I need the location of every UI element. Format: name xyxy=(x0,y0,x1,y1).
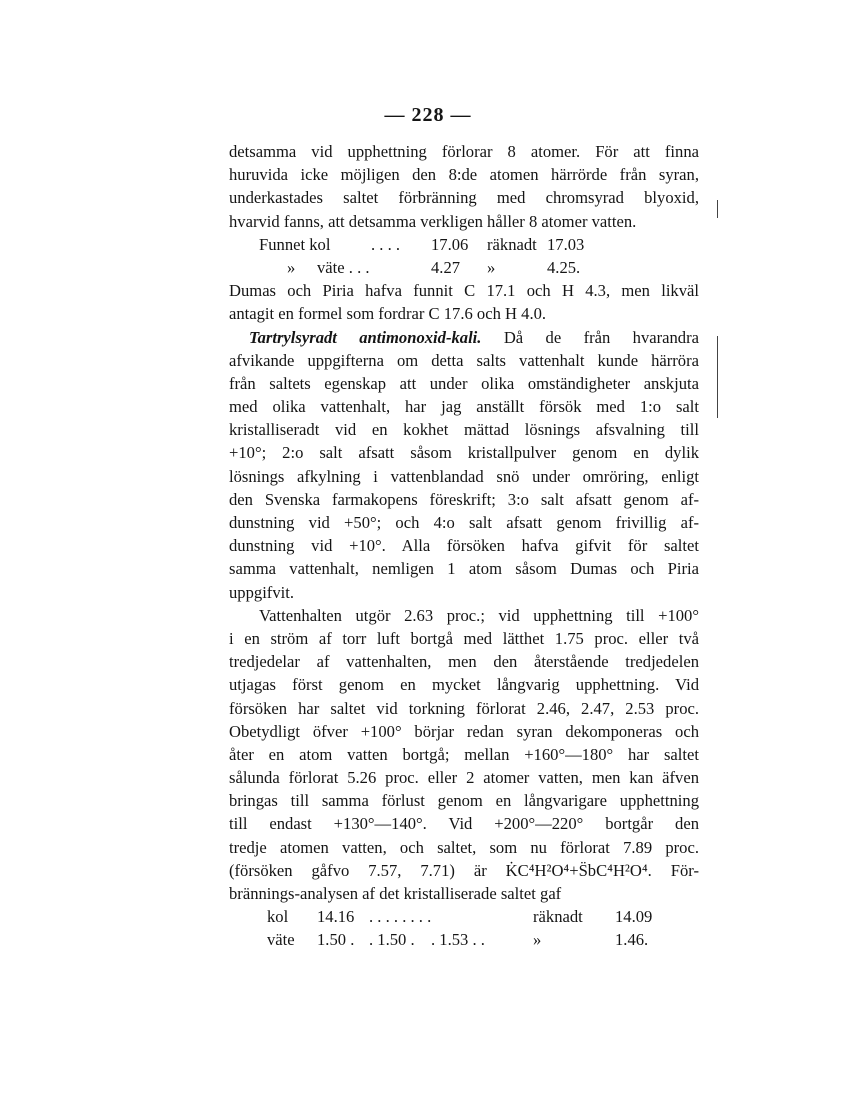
text-line: antagit en formel som fordrar C 17.6 och H 4.0. xyxy=(229,304,547,324)
text-line: sålunda förlorat 5.26 proc. eller 2 atomer vatten, men kan äfven xyxy=(229,768,699,788)
text-line: afvikande uppgifterna om detta salts vattenhalt kunde härröra xyxy=(229,350,699,370)
text-line: detsamma vid upphettning förlorar 8 atomer. För att finna xyxy=(229,142,699,161)
analysis-value: 14.16 xyxy=(317,907,355,927)
text-line: med olika vattenhalt, har jag anställt försök med 1:o salt xyxy=(229,397,699,417)
text-line: från saltets egenskap att under olika omständigheter anskjuta xyxy=(229,373,699,393)
text-line: utjagas först genom en mycket långvarig upphettning. Vid xyxy=(229,675,699,695)
analysis-calc: 14.09 xyxy=(615,907,653,927)
text-line: tredjedelar af vattenhalten, men den återstående tredjedelen xyxy=(229,652,699,672)
text-line: lösnings afkylning i vattenblandad snö under omröring, enligt xyxy=(229,466,699,486)
text-line: Obetydligt öfver +100° börjar redan syran dekomponeras och xyxy=(229,721,699,741)
margin-rule xyxy=(717,200,718,218)
measurement-row xyxy=(229,256,699,279)
text-line: uppgifvit. xyxy=(229,582,294,602)
measure-word: räknadt xyxy=(487,234,537,254)
margin-rule xyxy=(717,336,718,418)
measure-word: » xyxy=(487,257,496,277)
text-line: till endast +130°—140°. Vid +200°—220° bortgår den xyxy=(229,814,699,834)
main-text xyxy=(229,140,699,952)
measure-dots: väte . . . xyxy=(317,257,370,277)
text-line: den Svenska farmakopens föreskrift; 3:o salt afsatt genom af- xyxy=(229,489,699,509)
text-line xyxy=(229,326,699,349)
text-line: kristalliseradt vid en kokhet mättad lösnings afsvalning till xyxy=(229,420,699,440)
analysis-value: . 1.53 . . xyxy=(431,930,485,950)
analysis-word: » xyxy=(533,930,542,950)
measure-value: 4.27 xyxy=(431,257,461,277)
text-line: +10°; 2:o salt afsatt såsom kristallpulver genom en dylik xyxy=(229,443,699,463)
analysis-dots: . . . . . . . . xyxy=(369,907,432,927)
text-line: tredje atomen vatten, och saltet, som nu förlorat 7.89 proc. xyxy=(229,837,699,857)
analysis-calc: 1.46. xyxy=(615,930,649,950)
text-line: i en ström af torr luft bortgå med lätthet 1.75 proc. eller två xyxy=(229,628,699,648)
measure-value: 17.06 xyxy=(431,234,469,254)
text-fragment: Då de från hvarandra xyxy=(503,327,699,347)
analysis-label: väte xyxy=(267,930,295,950)
text-line: (försöken gåfvo 7.57, 7.71) är K̇C⁴H²O⁴+S̈bC⁴H²O⁴. För- xyxy=(229,860,699,880)
measure-label: Funnet kol xyxy=(259,234,331,254)
measure-calc: 17.03 xyxy=(547,234,585,254)
analysis-label: kol xyxy=(267,907,289,927)
analysis-value: 1.50 . xyxy=(317,930,355,950)
text-line: brännings-analysen af det kristalliserade saltet gaf xyxy=(229,884,562,903)
text-line: dunstning vid +10°. Alla försöken hafva gifvit för saltet xyxy=(229,536,699,556)
text-line: försöken har saltet vid torkning förlorat 2.46, 2.47, 2.53 proc. xyxy=(229,698,699,718)
text-line: underkastades saltet förbränning med chromsyrad blyoxid, xyxy=(229,188,699,208)
text-line: huruvida icke möjligen den 8:de atomen härrörde från syran, xyxy=(229,165,699,185)
analysis-row xyxy=(229,928,699,951)
measurement-row xyxy=(229,233,699,256)
text-line: bringas till samma förlust genom en långvarigare upphettning xyxy=(229,791,699,811)
measure-calc: 4.25. xyxy=(547,257,581,277)
text-line: åter en atom vatten bortgå; mellan +160°—180° har saltet xyxy=(229,744,699,764)
measure-dots: . . . . xyxy=(371,234,401,254)
measure-label: » xyxy=(287,257,296,277)
text-line: samma vattenhalt, nemligen 1 atom såsom Dumas och Piria xyxy=(229,559,699,579)
analysis-row xyxy=(229,905,699,928)
text-line: hvarvid fanns, att detsamma verkligen håller 8 atomer vatten. xyxy=(229,211,637,231)
text-line: Vattenhalten utgör 2.63 proc.; vid upphettning till +100° xyxy=(259,605,699,625)
section-heading: Tartrylsyradt antimonoxid-kali. xyxy=(249,327,482,347)
page-number: — 228 — xyxy=(384,104,472,126)
analysis-word: räknadt xyxy=(533,907,583,927)
analysis-value: . 1.50 . xyxy=(369,930,415,950)
text-line: dunstning vid +50°; och 4:o salt afsatt genom frivillig af- xyxy=(229,513,699,532)
text-line: Dumas och Piria hafva funnit C 17.1 och H 4.3, men likväl xyxy=(229,281,699,301)
